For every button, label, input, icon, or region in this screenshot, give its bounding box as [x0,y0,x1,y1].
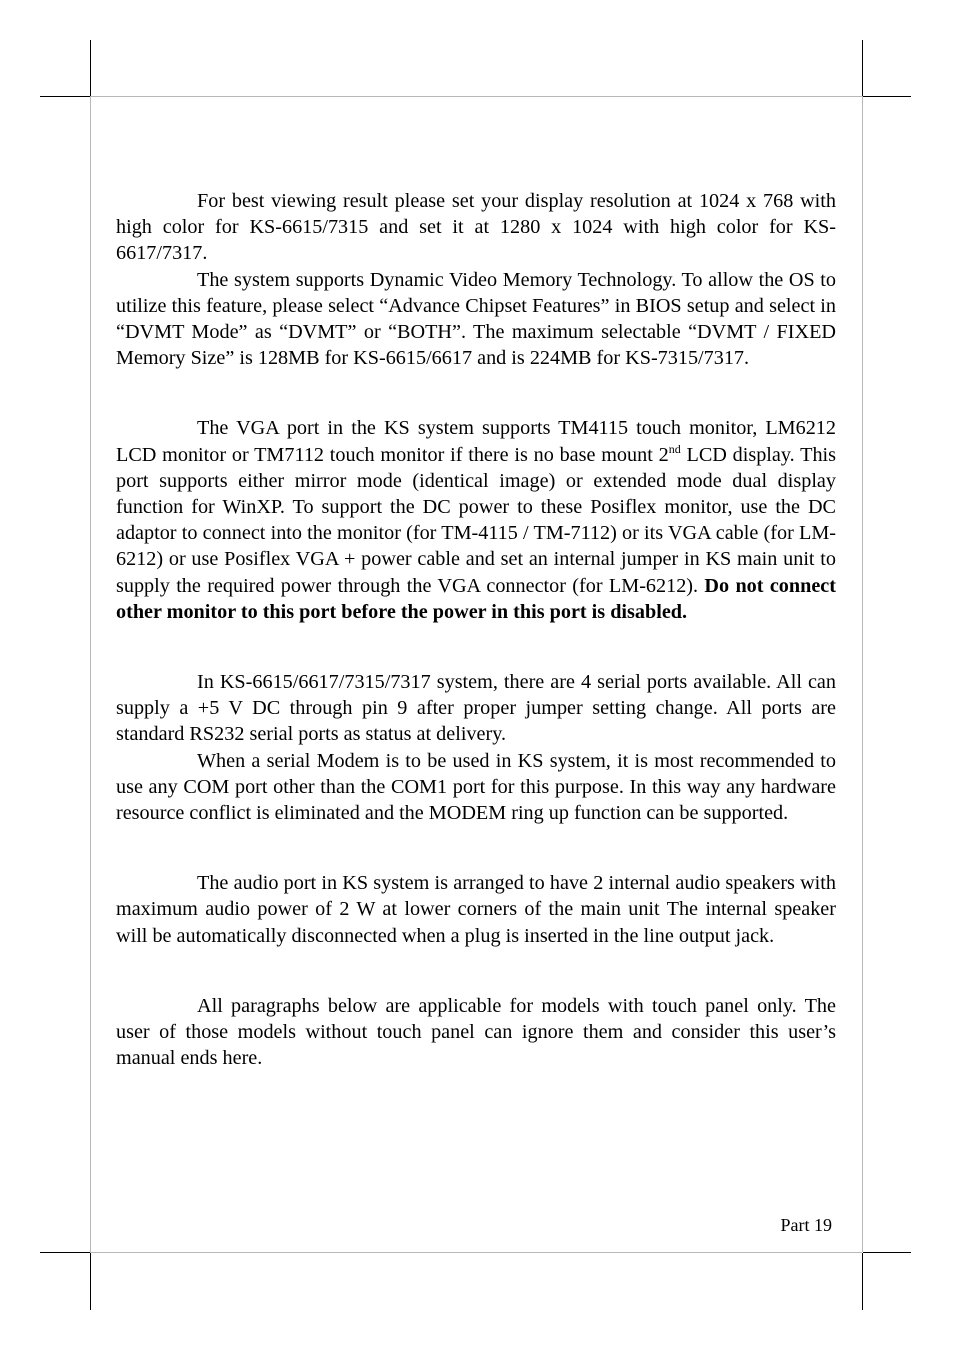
crop-mark-bottom-right-horizontal [863,1252,911,1253]
crop-mark-bottom-left-horizontal [40,1252,90,1253]
crop-mark-top-right-vertical [862,40,863,96]
serial-ports-paragraph: In KS-6615/6617/7315/7317 system, there are 4 serial ports available. All can supply a +5 V DC through pin 9 after proper jumper setting change. All ports are standard RS232 serial ports as status at delivery. [116,671,836,746]
ordinal-superscript: nd [668,441,681,456]
display-resolution-paragraph: For best viewing result please set your display resolution at 1024 x 768 with high color for KS-6615/7315 and set it at 1280 x 1024 with high color for KS-6617/7317. [116,190,836,265]
section-gap [116,625,836,669]
section-gap [116,949,836,993]
vga-warning-text: Do not connect other monitor to this port before the power in this port is disabled. [116,574,836,623]
crop-mark-top-right-horizontal [863,96,911,97]
crop-mark-top-left-horizontal [40,96,90,97]
page-frame-left [90,96,91,1252]
vga-port-paragraph [116,415,836,625]
vga-text-part2: LCD display. This port supports either mirror mode (identical image) or extended mode dual display function for WinXP. To support the DC power to these Posiflex monitor, use the DC adaptor to connect into the monitor (for TM-4115 / TM-7112) or its VGA cable (for LM-6212) or use Posiflex VGA + power cable and set an internal jumper in KS main unit to supply the required power through the VGA connector (for LM-6212). [116,443,836,597]
dvmt-paragraph: The system supports Dynamic Video Memory Technology. To allow the OS to utilize this feature, please select “Advance Chipset Features” in BIOS setup and select in “DVMT Mode” as “DVMT” or “BOTH”. The maximum selectable “DVMT / FIXED Memory Size” is 128MB for KS-6615/6617 and is 224MB for KS-7315/7317. [116,268,836,370]
section-gap [116,826,836,870]
page-footer: Part 19 [780,1215,832,1235]
page-frame-top [90,96,862,97]
touch-panel-paragraph: All paragraphs below are applicable for models with touch panel only. The user of those models without touch panel can ignore them and consider this user’s manual ends here. [116,994,836,1070]
page-body [116,188,836,1071]
crop-mark-top-left-vertical [90,40,91,96]
serial-modem-paragraph: When a serial Modem is to be used in KS system, it is most recommended to use any COM port other than the COM1 port for this purpose. In this way any hardware resource conflict is eliminated and the MODEM ring up function can be supported. [116,749,836,825]
vga-text-part1: The VGA port in the KS system supports TM4115 touch monitor, LM6212 LCD monitor or TM7112 touch monitor if there is no base mount 2 [116,417,836,466]
section-gap [116,371,836,415]
page-frame-right [862,96,863,1252]
audio-port-paragraph: The audio port in KS system is arranged to have 2 internal audio speakers with maximum audio power of 2 W at lower corners of the main unit The internal speaker will be automatically disconnected when a plug is inserted in the line output jack. [116,872,836,947]
page-frame-bottom [90,1252,862,1253]
crop-mark-bottom-right-vertical [862,1253,863,1310]
crop-mark-bottom-left-vertical [90,1253,91,1310]
